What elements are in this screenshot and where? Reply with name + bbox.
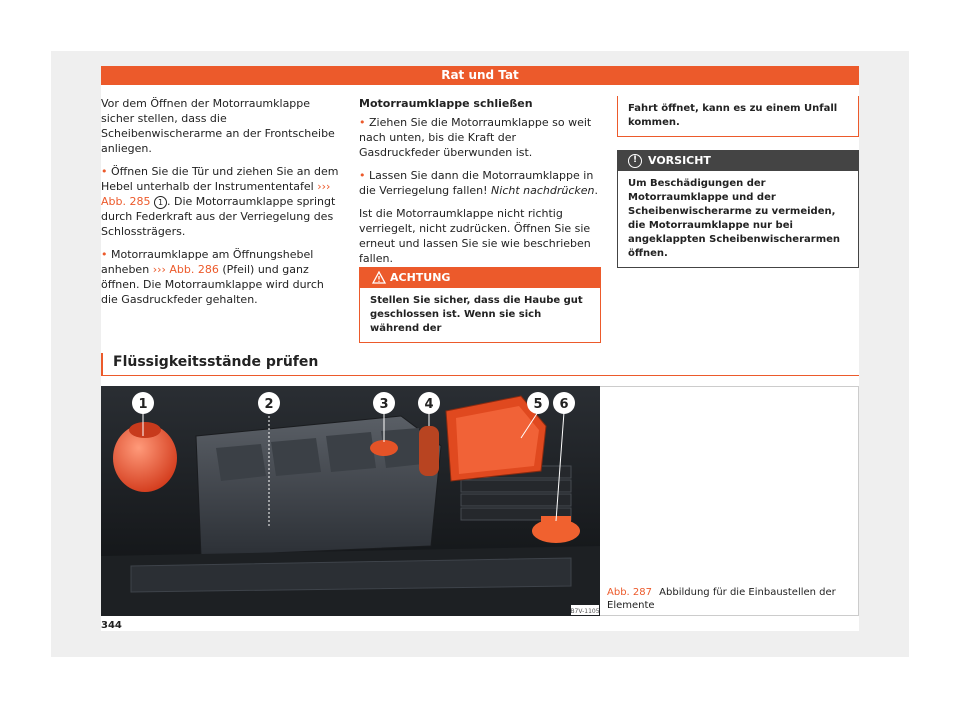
caution-box	[617, 150, 859, 268]
caution-text: Um Beschädigungen der Motorraumklappe und der Scheibenwischerarme zu vermeiden, die Motorraumklappe nur bei angeklappten Scheibenwischerarmen öffnen.	[628, 178, 841, 259]
callout-4	[418, 392, 440, 414]
paragraph: Ist die Motorraumklappe nicht richtig verriegelt, nicht zudrücken. Öffnen Sie sie erneut und lassen Sie sie wie beschrieben fallen.	[359, 207, 591, 265]
figure-reference-link[interactable]: ››› Abb. 286	[152, 263, 219, 276]
svg-text:4: 4	[424, 397, 434, 412]
info-circle-icon: !	[628, 154, 642, 168]
page-number: 344	[101, 620, 122, 631]
warning-continued-box: Fahrt öffnet, kann es zu einem Unfall kommen.	[617, 96, 859, 137]
callout-badge: 1	[154, 196, 167, 209]
caption-label: Abb. 287	[607, 587, 652, 598]
step-item: • Öffnen Sie die Tür und ziehen Sie an dem Hebel unterhalb der Instrumententafel ››› Abb. 285 1 . Die Motorraumklappe springt durch Federkraft aus der Verriegelung des Schlossträgers.	[101, 165, 339, 238]
column-1	[101, 96, 341, 315]
warning-text: Stellen Sie sicher, dass die Haube gut geschlossen ist. Wenn sie sich während der	[370, 295, 583, 334]
figure-code	[570, 605, 599, 615]
callout-6	[553, 392, 575, 414]
callout-5	[527, 392, 549, 414]
callout-2	[258, 392, 280, 414]
figure-reference-link[interactable]: ››› Abb. 285	[101, 180, 331, 208]
figure-caption	[607, 586, 852, 612]
engine-bay-drawing	[101, 386, 600, 616]
step-item: • Lassen Sie dann die Motorraumklappe in die Verriegelung fallen! Nicht nachdrücken.	[359, 169, 599, 197]
subheading: Motorraumklappe schließen	[359, 97, 533, 110]
svg-text:5: 5	[533, 397, 543, 412]
warning-box	[359, 267, 601, 343]
step-item: • Ziehen Sie die Motorraumklappe so weit nach unten, bis die Kraft der Gasdruckfeder überwunden ist.	[359, 116, 592, 159]
caption-text: Abbildung für die Einbaustellen der Elemente	[607, 587, 836, 611]
callout-3	[373, 392, 395, 414]
intro-text: Vor dem Öffnen der Motorraumklappe sicher stellen, dass die Scheibenwischerarme an der Frontscheibe anliegen.	[101, 97, 335, 155]
bullet-icon: •	[359, 116, 366, 129]
svg-text:3: 3	[379, 397, 389, 412]
step-item: • Motorraumklappe am Öffnungshebel anheben ››› Abb. 286 (Pfeil) und ganz öffnen. Die Motorraumklappe wird durch die Gasdruckfeder gehalten.	[101, 248, 324, 306]
header-bar: Rat und Tat	[101, 66, 859, 85]
warning-header: ACHTUNG	[360, 268, 600, 288]
caution-header: ! VORSICHT	[618, 151, 858, 171]
svg-text:1: 1	[138, 397, 148, 412]
svg-text:B7V-1105: B7V-1105	[570, 608, 600, 615]
callout-1	[132, 392, 154, 414]
section-title: Flüssigkeitsstände prüfen	[101, 353, 859, 376]
engine-bay-illustration	[101, 386, 600, 616]
bullet-icon: •	[101, 248, 108, 261]
bullet-icon: •	[359, 169, 366, 182]
warning-triangle-icon	[372, 271, 386, 284]
bullet-icon: •	[101, 165, 108, 178]
svg-text:2: 2	[264, 397, 274, 412]
svg-text:6: 6	[559, 397, 569, 412]
column-2	[359, 96, 599, 274]
